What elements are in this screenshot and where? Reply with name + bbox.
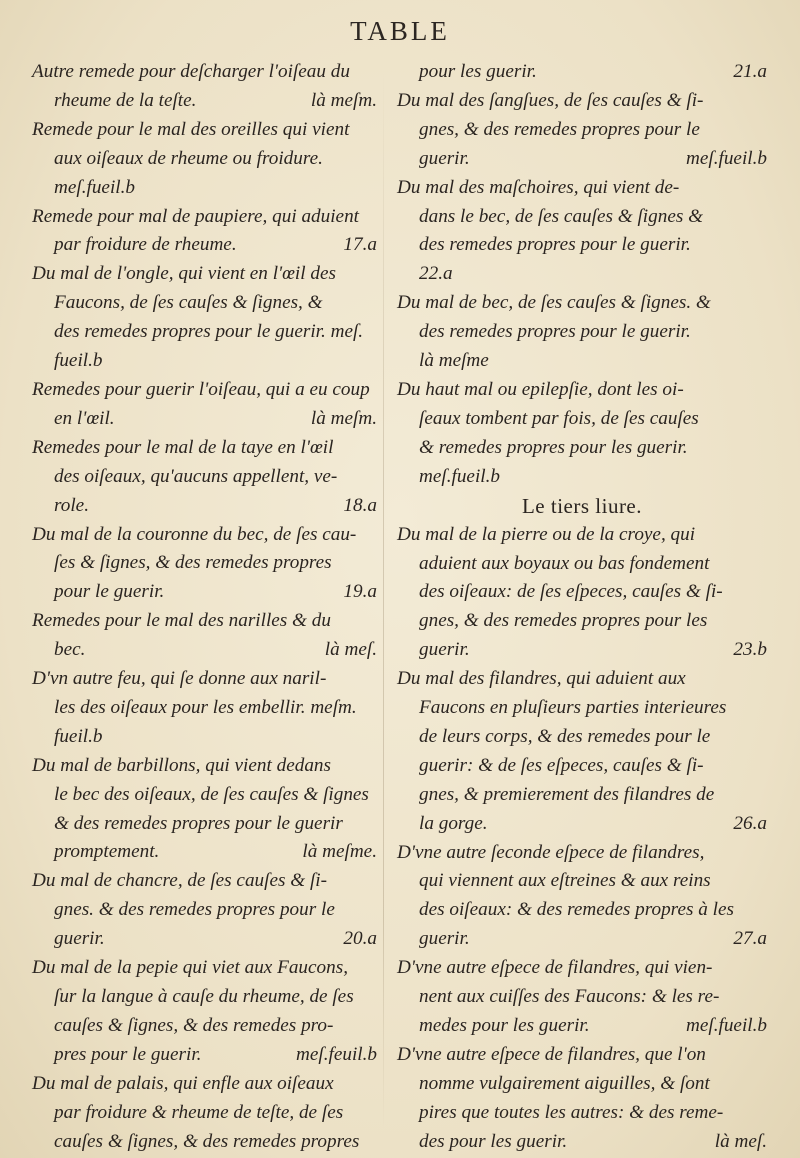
entry-line: guerir. meſ.fueil.b [397, 145, 767, 174]
entry-line: gnes, & des remedes propres pour les [419, 610, 708, 632]
entry-line: guerir: & de ſes eſpeces, cauſes & ſi- [419, 754, 704, 776]
index-entry [397, 376, 767, 492]
entry-line: par froidure & rheume de teſte, de ſes [54, 1101, 344, 1123]
page-reference: 27.a [733, 928, 767, 950]
page-reference: meſ.fueil.b [686, 1015, 767, 1036]
entry-line: des remedes propres pour le guerir. [419, 234, 691, 256]
entry-line: & remedes propres pour les guerir. [419, 436, 688, 458]
page-reference: 19.a [343, 581, 377, 603]
entry-line: 22.a [419, 263, 453, 285]
entry-line: meſ.fueil.b [54, 176, 135, 198]
entry-line: pires que toutes les autres: & des reme- [419, 1101, 724, 1123]
index-entry [397, 839, 767, 955]
entry-line: Du mal de bec, de ſes cauſes & ſignes. & [397, 292, 711, 314]
index-entry [32, 607, 377, 665]
index-entry [397, 174, 767, 290]
entry-line: gnes, & des remedes propres pour le [419, 118, 700, 140]
page-reference: là meſ. [714, 1130, 767, 1152]
entry-line: Remede pour mal de paupiere, qui aduient [32, 205, 360, 227]
entry-line: de leurs corps, & des remedes pour le [419, 725, 711, 747]
index-entry [32, 521, 377, 608]
section-heading: Le tiers liure. [521, 493, 643, 518]
entry-line: pres pour le guerir. meſ.feuil.b [32, 1041, 377, 1070]
entry-line: le bec des oiſeaux, de ſes cauſes & ſignes [54, 783, 369, 805]
entry-line: ſur la langue à cauſe du rheume, de ſes [54, 986, 354, 1007]
entry-line: des oiſeaux: & des remedes propres à les [419, 899, 734, 921]
entry-line: cauſes & ſignes, & des remedes pro- [54, 1014, 334, 1036]
entry-line: fueil.b [54, 725, 103, 747]
index-entry [397, 665, 767, 838]
entry-line: Du mal de l'ongle, qui vient en l'œil des [32, 263, 336, 285]
entry-line: role. 18.a [32, 492, 377, 521]
entry-line: D'vne autre eſpece de filandres, que l'on [397, 1043, 706, 1065]
entry-line: gnes, & premierement des filandres de [419, 783, 715, 805]
entry-line: & des remedes propres pour le guerir [54, 812, 343, 834]
entry-line: Du mal des filandres, qui aduient aux [397, 668, 686, 690]
entry-line: la gorge. 26.a [397, 810, 767, 839]
index-entry [32, 376, 377, 434]
index-entry [32, 434, 377, 521]
page-reference: 21.a [733, 61, 767, 82]
index-entry [397, 87, 767, 174]
entry-line: D'vn autre feu, qui ſe donne aux naril- [32, 668, 327, 690]
entry-line: D'vne autre eſpece de filandres, qui vien- [397, 957, 713, 979]
entry-line: Remedes pour guerir l'oiſeau, qui a eu coup [32, 378, 370, 400]
entry-line: ſes & ſignes, & des remedes propres [54, 552, 332, 574]
page-reference: meſ.feuil.b [296, 1043, 377, 1065]
entry-line: Du mal de la pepie qui viet aux Faucons, [32, 957, 348, 979]
index-entry [32, 752, 377, 868]
entry-line: des remedes propres pour le guerir. meſ. [54, 321, 364, 343]
entry-line: nomme vulgairement aiguilles, & ſont [419, 1072, 710, 1094]
entry-line: meſ.fueil.b [419, 465, 500, 487]
entry-line: Faucons, de ſes cauſes & ſignes, & [54, 292, 323, 314]
page-reference: 18.a [343, 494, 377, 516]
entry-line: promptement. là meſme. [32, 838, 377, 867]
index-entry [32, 203, 377, 261]
entry-line: les des oiſeaux pour les embellir. meſm. [54, 696, 357, 718]
entry-line: cauſes & ſignes, & des remedes propres [54, 1130, 360, 1152]
index-entry [32, 867, 377, 954]
entry-line: Remedes pour le mal des narilles & du [32, 610, 331, 632]
entry-line: Remedes pour le mal de la taye en l'œil [32, 436, 334, 458]
entry-line: D'vne autre ſeconde eſpece de filandres, [397, 841, 705, 863]
index-entry [397, 954, 767, 1041]
entry-line: nent aux cuiſſes des Faucons: & les re- [419, 986, 720, 1008]
entry-line: rheume de la teſte. là meſm. [32, 87, 377, 116]
index-entry [397, 1041, 767, 1157]
entry-line: Remede pour le mal des oreilles qui vient [32, 118, 350, 140]
entry-line: Du mal de la pierre ou de la croye, qui [397, 523, 696, 545]
index-entry [32, 954, 377, 1070]
entry-line: Faucons en pluſieurs parties interieures [419, 697, 727, 719]
entry-line: dans le bec, de ſes cauſes & ſignes & [419, 205, 704, 227]
entry-line: Du mal des ſangſues, de ſes cauſes & ſi- [397, 89, 704, 111]
page-reference: 17.a [343, 234, 377, 256]
entry-line: guerir. 27.a [397, 925, 767, 954]
entry-line: en l'œil. là meſm. [32, 405, 377, 434]
page-reference: là meſ. [324, 639, 377, 661]
entry-line: des oiſeaux: de ſes eſpeces, cauſes & ſi- [419, 581, 723, 603]
page-reference: 20.a [343, 928, 377, 950]
entry-line: bec. là meſ. [32, 636, 377, 665]
entry-line: des remedes propres pour le guerir. [419, 321, 691, 343]
gutter-fold [383, 70, 384, 1130]
entry-line: pour les guerir. 21.a [397, 58, 767, 87]
left-column [32, 58, 377, 1156]
entry-line: là meſme [419, 350, 489, 372]
entry-line: Du mal de palais, qui enfle aux oiſeaux [32, 1072, 334, 1094]
index-entry [32, 58, 377, 116]
index-entry [397, 521, 767, 666]
entry-line: fueil.b [54, 350, 103, 372]
page-reference: 23.b [733, 639, 767, 661]
entry-line: pour le guerir. 19.a [32, 578, 377, 607]
page-reference: 26.a [733, 812, 767, 834]
entry-line: des pour les guerir. là meſ. [397, 1128, 767, 1157]
entry-line: gnes. & des remedes propres pour le [54, 899, 335, 921]
entry-line: medes pour les guerir. meſ.fueil.b [397, 1012, 767, 1041]
index-entry [32, 665, 377, 752]
entry-line: Du mal de chancre, de ſes cauſes & ſi- [32, 870, 328, 892]
page-reference: là meſm. [310, 89, 377, 111]
page-reference: là meſm. [310, 407, 377, 429]
entry-line: Du haut mal ou epilepſie, dont les oi- [397, 378, 684, 400]
entry-line: aduient aux boyaux ou bas fondement [419, 552, 710, 574]
entry-line: Du mal des maſchoires, qui vient de- [397, 176, 680, 198]
entry-line: par froidure de rheume. 17.a [32, 231, 377, 260]
entry-line: des oiſeaux, qu'aucuns appellent, ve- [54, 465, 338, 487]
running-header: TABLE [350, 16, 450, 46]
index-entry [32, 116, 377, 203]
page-reference: là meſme. [302, 841, 377, 863]
index-entry [32, 1070, 377, 1157]
right-column [397, 58, 767, 1157]
entry-line: qui viennent aux eſtreines & aux reins [419, 870, 711, 892]
entry-line: Du mal de barbillons, qui vient dedans [32, 754, 331, 776]
entry-line: Du mal de la couronne du bec, de ſes cau- [32, 523, 357, 545]
index-entry [32, 260, 377, 376]
page-reference: meſ.fueil.b [686, 147, 767, 169]
entry-line: ſeaux tombent par fois, de ſes cauſes [419, 407, 699, 429]
entry-line: aux oiſeaux de rheume ou froidure. [54, 147, 323, 169]
entry-line: guerir. 23.b [397, 636, 767, 665]
entry-line: guerir. 20.a [32, 925, 377, 954]
index-entry [397, 58, 767, 87]
index-entry [397, 289, 767, 376]
entry-line: Autre remede pour deſcharger l'oiſeau du [32, 61, 350, 82]
